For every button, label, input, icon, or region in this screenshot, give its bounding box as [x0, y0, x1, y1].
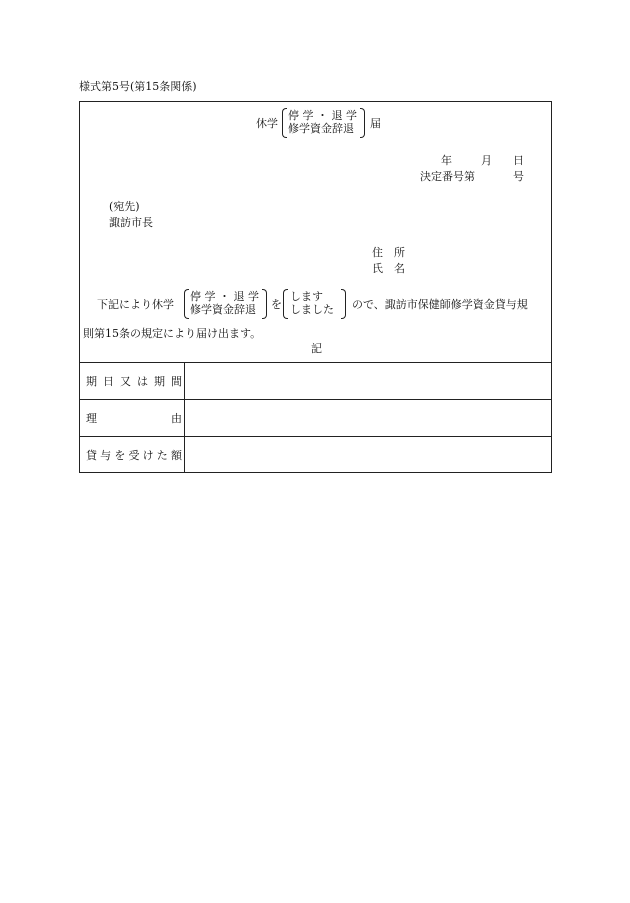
table-row-label-char: 由 [171, 412, 182, 425]
verb-bracket-right [341, 289, 346, 319]
table-row-label-char: を [114, 449, 126, 462]
body-part2: ので、諏訪市保健師修学資金貸与規 [352, 298, 528, 311]
name-label: 氏 名 [372, 262, 405, 275]
body-option-top: 停 学 ・ 退 学 [190, 290, 259, 303]
table-row-label-reason [86, 413, 182, 424]
addressee-note: (宛先) [109, 200, 140, 213]
table-row-label-char: 貸 [86, 449, 97, 462]
table-row-divider-1 [80, 399, 551, 400]
body-part1: 下記により休学 [97, 298, 174, 311]
body-verb-bottom: しました [290, 303, 334, 316]
verb-bracket-left [283, 289, 288, 319]
table-row-label-char: は [137, 375, 148, 388]
title-options [288, 109, 357, 135]
table-row-label-char: け [142, 449, 154, 462]
table-row-label-period [86, 376, 182, 387]
table-row-label-char: 理 [86, 412, 97, 425]
addressee-name: 諏訪市長 [109, 216, 153, 229]
table-row-label-char: 日 [103, 375, 114, 388]
table-top-line [80, 362, 551, 363]
form-frame [79, 101, 552, 473]
table-column-divider [184, 362, 185, 472]
title-option-top: 停 学 ・ 退 学 [288, 109, 357, 122]
decision-number-suffix: 号 [513, 170, 524, 183]
body-options [190, 290, 259, 316]
address-label: 住 所 [372, 246, 405, 259]
body-particle: を [271, 298, 282, 311]
table-row-divider-2 [80, 436, 551, 437]
title-prefix: 休学 [256, 117, 278, 130]
table-row-label-amount [86, 450, 182, 461]
table-row-label-char: 受 [128, 449, 140, 462]
table-row-label-char: 又 [120, 375, 131, 388]
body-option-bottom: 修学資金辞退 [190, 303, 256, 316]
title-bracket-left [282, 108, 287, 138]
ki-label: 記 [311, 342, 322, 355]
body-verb-top: します [290, 290, 323, 303]
form-label: 様式第5号(第15条関係) [79, 80, 197, 93]
title-option-bottom: 修学資金辞退 [288, 122, 354, 135]
body-line2: 則第15条の規定により届け出ます。 [83, 327, 262, 340]
date-month-label: 月 [481, 154, 492, 167]
date-year-label: 年 [441, 154, 452, 167]
table-row-label-char: 期 [86, 375, 97, 388]
table-row-label-char: 額 [170, 449, 182, 462]
date-day-label: 日 [513, 154, 524, 167]
table-row-label-char: 与 [100, 449, 112, 462]
body-bracket-right [262, 289, 267, 319]
table-row-label-char: 期 [154, 375, 165, 388]
table-row-label-char: た [156, 449, 168, 462]
table-row-label-char: 間 [171, 375, 182, 388]
body-bracket-left [184, 289, 189, 319]
title-suffix: 届 [370, 117, 381, 130]
decision-number-label: 決定番号第 [420, 170, 475, 183]
title-bracket-right [360, 108, 365, 138]
body-verbs [290, 290, 334, 316]
